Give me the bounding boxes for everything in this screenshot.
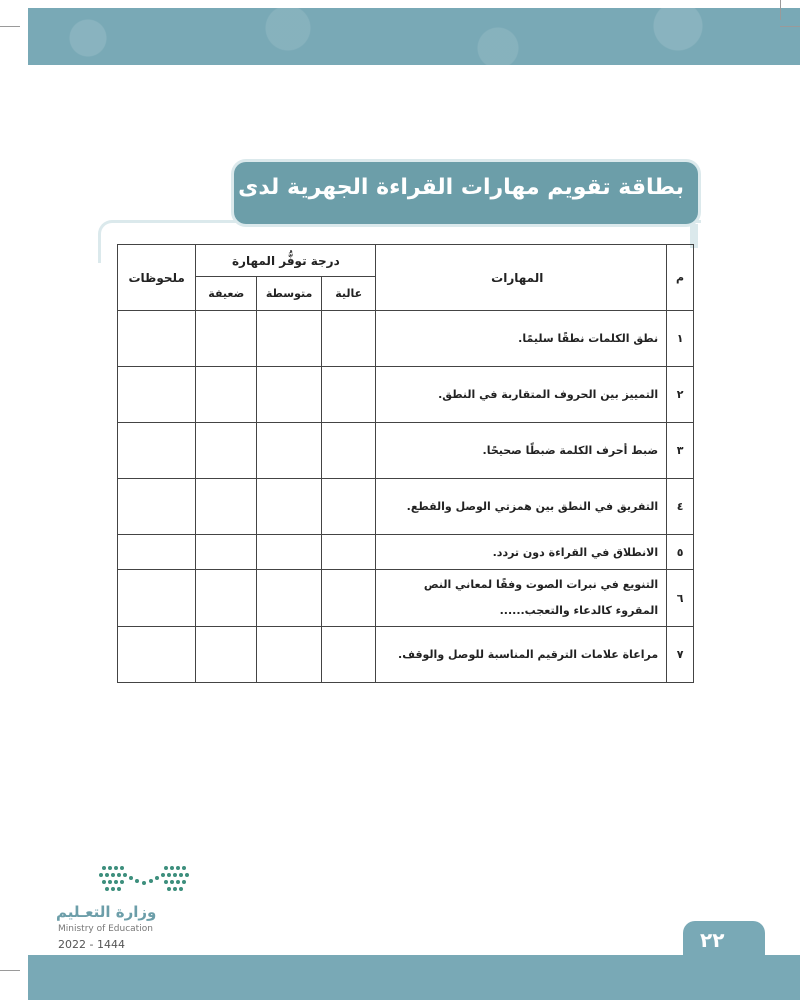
table-row <box>118 479 694 535</box>
cell-high <box>322 479 376 535</box>
row-skill: مراعاة علامات الترقيم المناسبة للوصل والوقف. <box>376 627 667 683</box>
ministry-logo-icon <box>96 862 192 896</box>
crop-mark <box>780 26 800 27</box>
row-number: ٤ <box>667 479 694 535</box>
cell-medium <box>257 367 322 423</box>
title-banner <box>152 162 698 224</box>
cell-weak <box>196 479 257 535</box>
page-title: بطاقة تقويم مهارات القراءة الجهرية لدى المتعلم <box>152 175 684 200</box>
crop-mark <box>780 0 781 20</box>
cell-weak <box>196 311 257 367</box>
cell-notes <box>118 479 196 535</box>
table-row <box>118 311 694 367</box>
header-notes: ملحوظات <box>118 245 196 311</box>
table-row <box>118 367 694 423</box>
header-skills: المهارات <box>376 245 667 311</box>
table-row <box>118 570 694 627</box>
cell-notes <box>118 423 196 479</box>
row-skill: نطق الكلمات نطقًا سليمًا. <box>376 311 667 367</box>
header-high: عالية <box>322 277 376 311</box>
table-row <box>118 535 694 570</box>
row-skill: التفريق في النطق بين همزتي الوصل والقطع. <box>376 479 667 535</box>
skills-evaluation-table <box>117 244 694 683</box>
crop-mark <box>0 970 20 971</box>
row-number: ٢ <box>667 367 694 423</box>
row-number: ٣ <box>667 423 694 479</box>
cell-medium <box>257 535 322 570</box>
cell-high <box>322 367 376 423</box>
cell-high <box>322 535 376 570</box>
edition-year: 2022 - 1444 <box>58 938 125 951</box>
table-row <box>118 627 694 683</box>
cell-medium <box>257 311 322 367</box>
cell-notes <box>118 311 196 367</box>
cell-medium <box>257 479 322 535</box>
cell-notes <box>118 367 196 423</box>
row-skill: الانطلاق في القراءة دون تردد. <box>376 535 667 570</box>
cell-weak <box>196 570 257 627</box>
row-skill: التمييز بين الحروف المتقاربة في النطق. <box>376 367 667 423</box>
crop-mark <box>0 26 20 27</box>
row-skill: التنويع في نبرات الصوت وفقًا لمعاني النص المقروء كالدعاء والتعجب...... <box>376 570 667 627</box>
row-number: ١ <box>667 311 694 367</box>
ministry-name-english: Ministry of Education <box>58 924 153 934</box>
cell-high <box>322 627 376 683</box>
header-degree: درجة توفُّر المهارة <box>196 245 376 277</box>
header-weak: ضعيفة <box>196 277 257 311</box>
cell-medium <box>257 570 322 627</box>
row-number: ٥ <box>667 535 694 570</box>
ministry-name-arabic: وزارة التعـليم <box>56 903 157 921</box>
cell-medium <box>257 627 322 683</box>
cell-weak <box>196 535 257 570</box>
cell-high <box>322 570 376 627</box>
cell-weak <box>196 423 257 479</box>
cell-high <box>322 423 376 479</box>
bottom-decorative-band <box>28 955 800 1000</box>
cell-medium <box>257 423 322 479</box>
row-number: ٦ <box>667 570 694 627</box>
header-num: م <box>667 245 694 311</box>
cell-weak <box>196 367 257 423</box>
row-skill: ضبط أحرف الكلمة ضبطًا صحيحًا. <box>376 423 667 479</box>
cell-notes <box>118 535 196 570</box>
row-number: ٧ <box>667 627 694 683</box>
cell-weak <box>196 627 257 683</box>
cell-notes <box>118 570 196 627</box>
table-row <box>118 423 694 479</box>
cell-high <box>322 311 376 367</box>
page-number: ٢٢ <box>700 928 725 952</box>
header-medium: متوسطة <box>257 277 322 311</box>
top-decorative-band <box>28 8 800 65</box>
cell-notes <box>118 627 196 683</box>
